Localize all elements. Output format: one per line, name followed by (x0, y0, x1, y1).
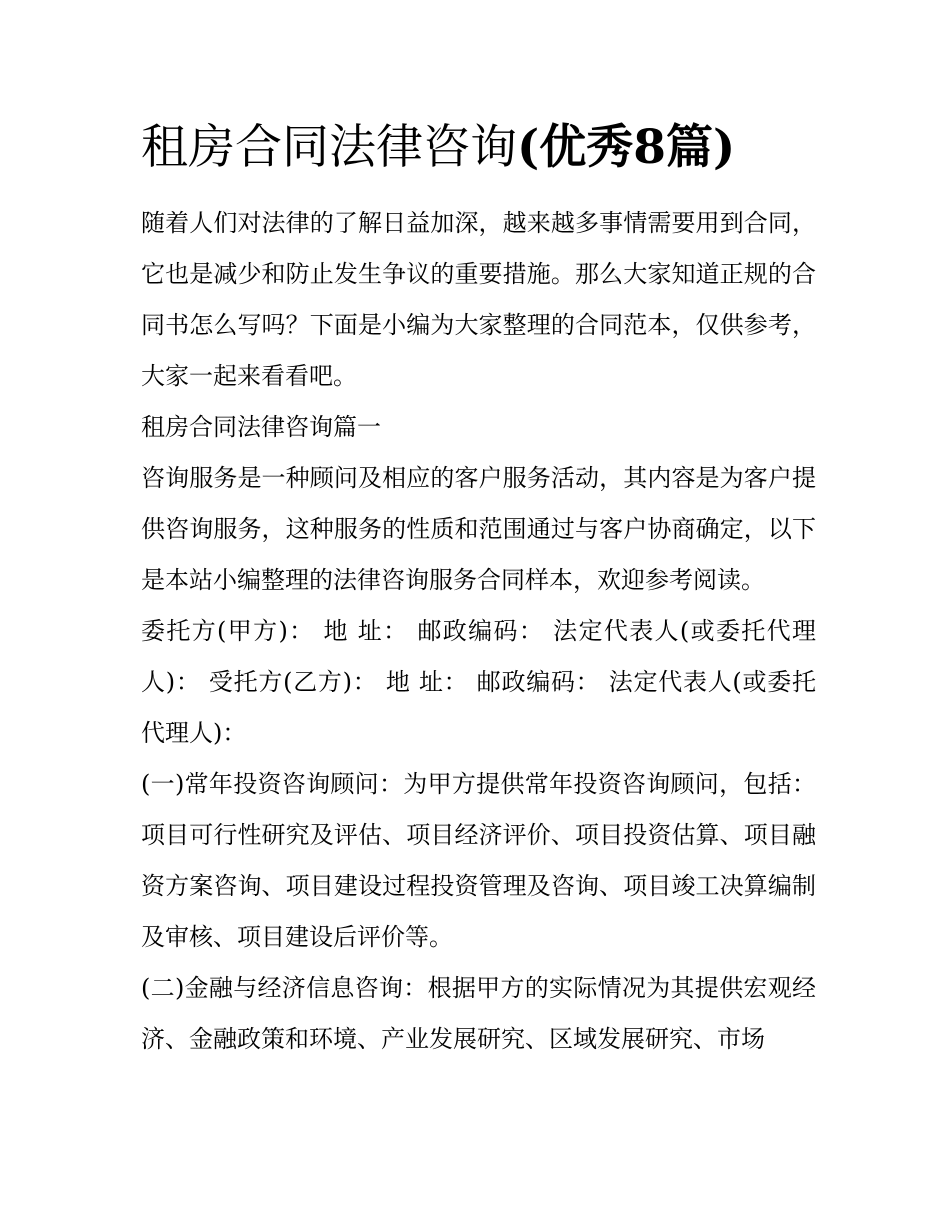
title-main: 租房合同法律咨询 (141, 120, 517, 175)
document-content (141, 114, 816, 1065)
section-heading: 租房合同法律咨询篇一 (141, 413, 381, 441)
document-body (141, 198, 816, 1065)
title-suffix: (优秀8篇) (517, 120, 736, 175)
intro-paragraph: 随着人们对法律的了解日益加深，越来越多事情需要用到合同，它也是减少和防止发生争议的重要措施。那么大家知道正规的合同书怎么写吗？下面是小编为大家整理的合同范本，仅供参考，大家一起来看看吧。 (141, 209, 816, 390)
parties-paragraph: 委托方(甲方)： 地 址： 邮政编码： 法定代表人(或委托代理人)： 受托方(乙方)： 地 址： 邮政编码： 法定代表人(或委托代理人)： (141, 617, 816, 747)
document-title (141, 114, 816, 182)
clause-two-paragraph: (二)金融与经济信息咨询：根据甲方的实际情况为其提供宏观经济、金融政策和环境、产业发展研究、区域发展研究、市场 (141, 974, 816, 1053)
consulting-intro-paragraph: 咨询服务是一种顾问及相应的客户服务活动，其内容是为客户提供咨询服务，这种服务的性质和范围通过与客户协商确定，以下是本站小编整理的法律咨询服务合同样本，欢迎参考阅读。 (141, 464, 816, 594)
clause-one-paragraph: (一)常年投资咨询顾问：为甲方提供常年投资咨询顾问，包括：项目可行性研究及评估、项目经济评价、项目投资估算、项目融资方案咨询、项目建设过程投资管理及咨询、项目竣工决算编制及审核、项目建设后评价等。 (141, 770, 816, 951)
